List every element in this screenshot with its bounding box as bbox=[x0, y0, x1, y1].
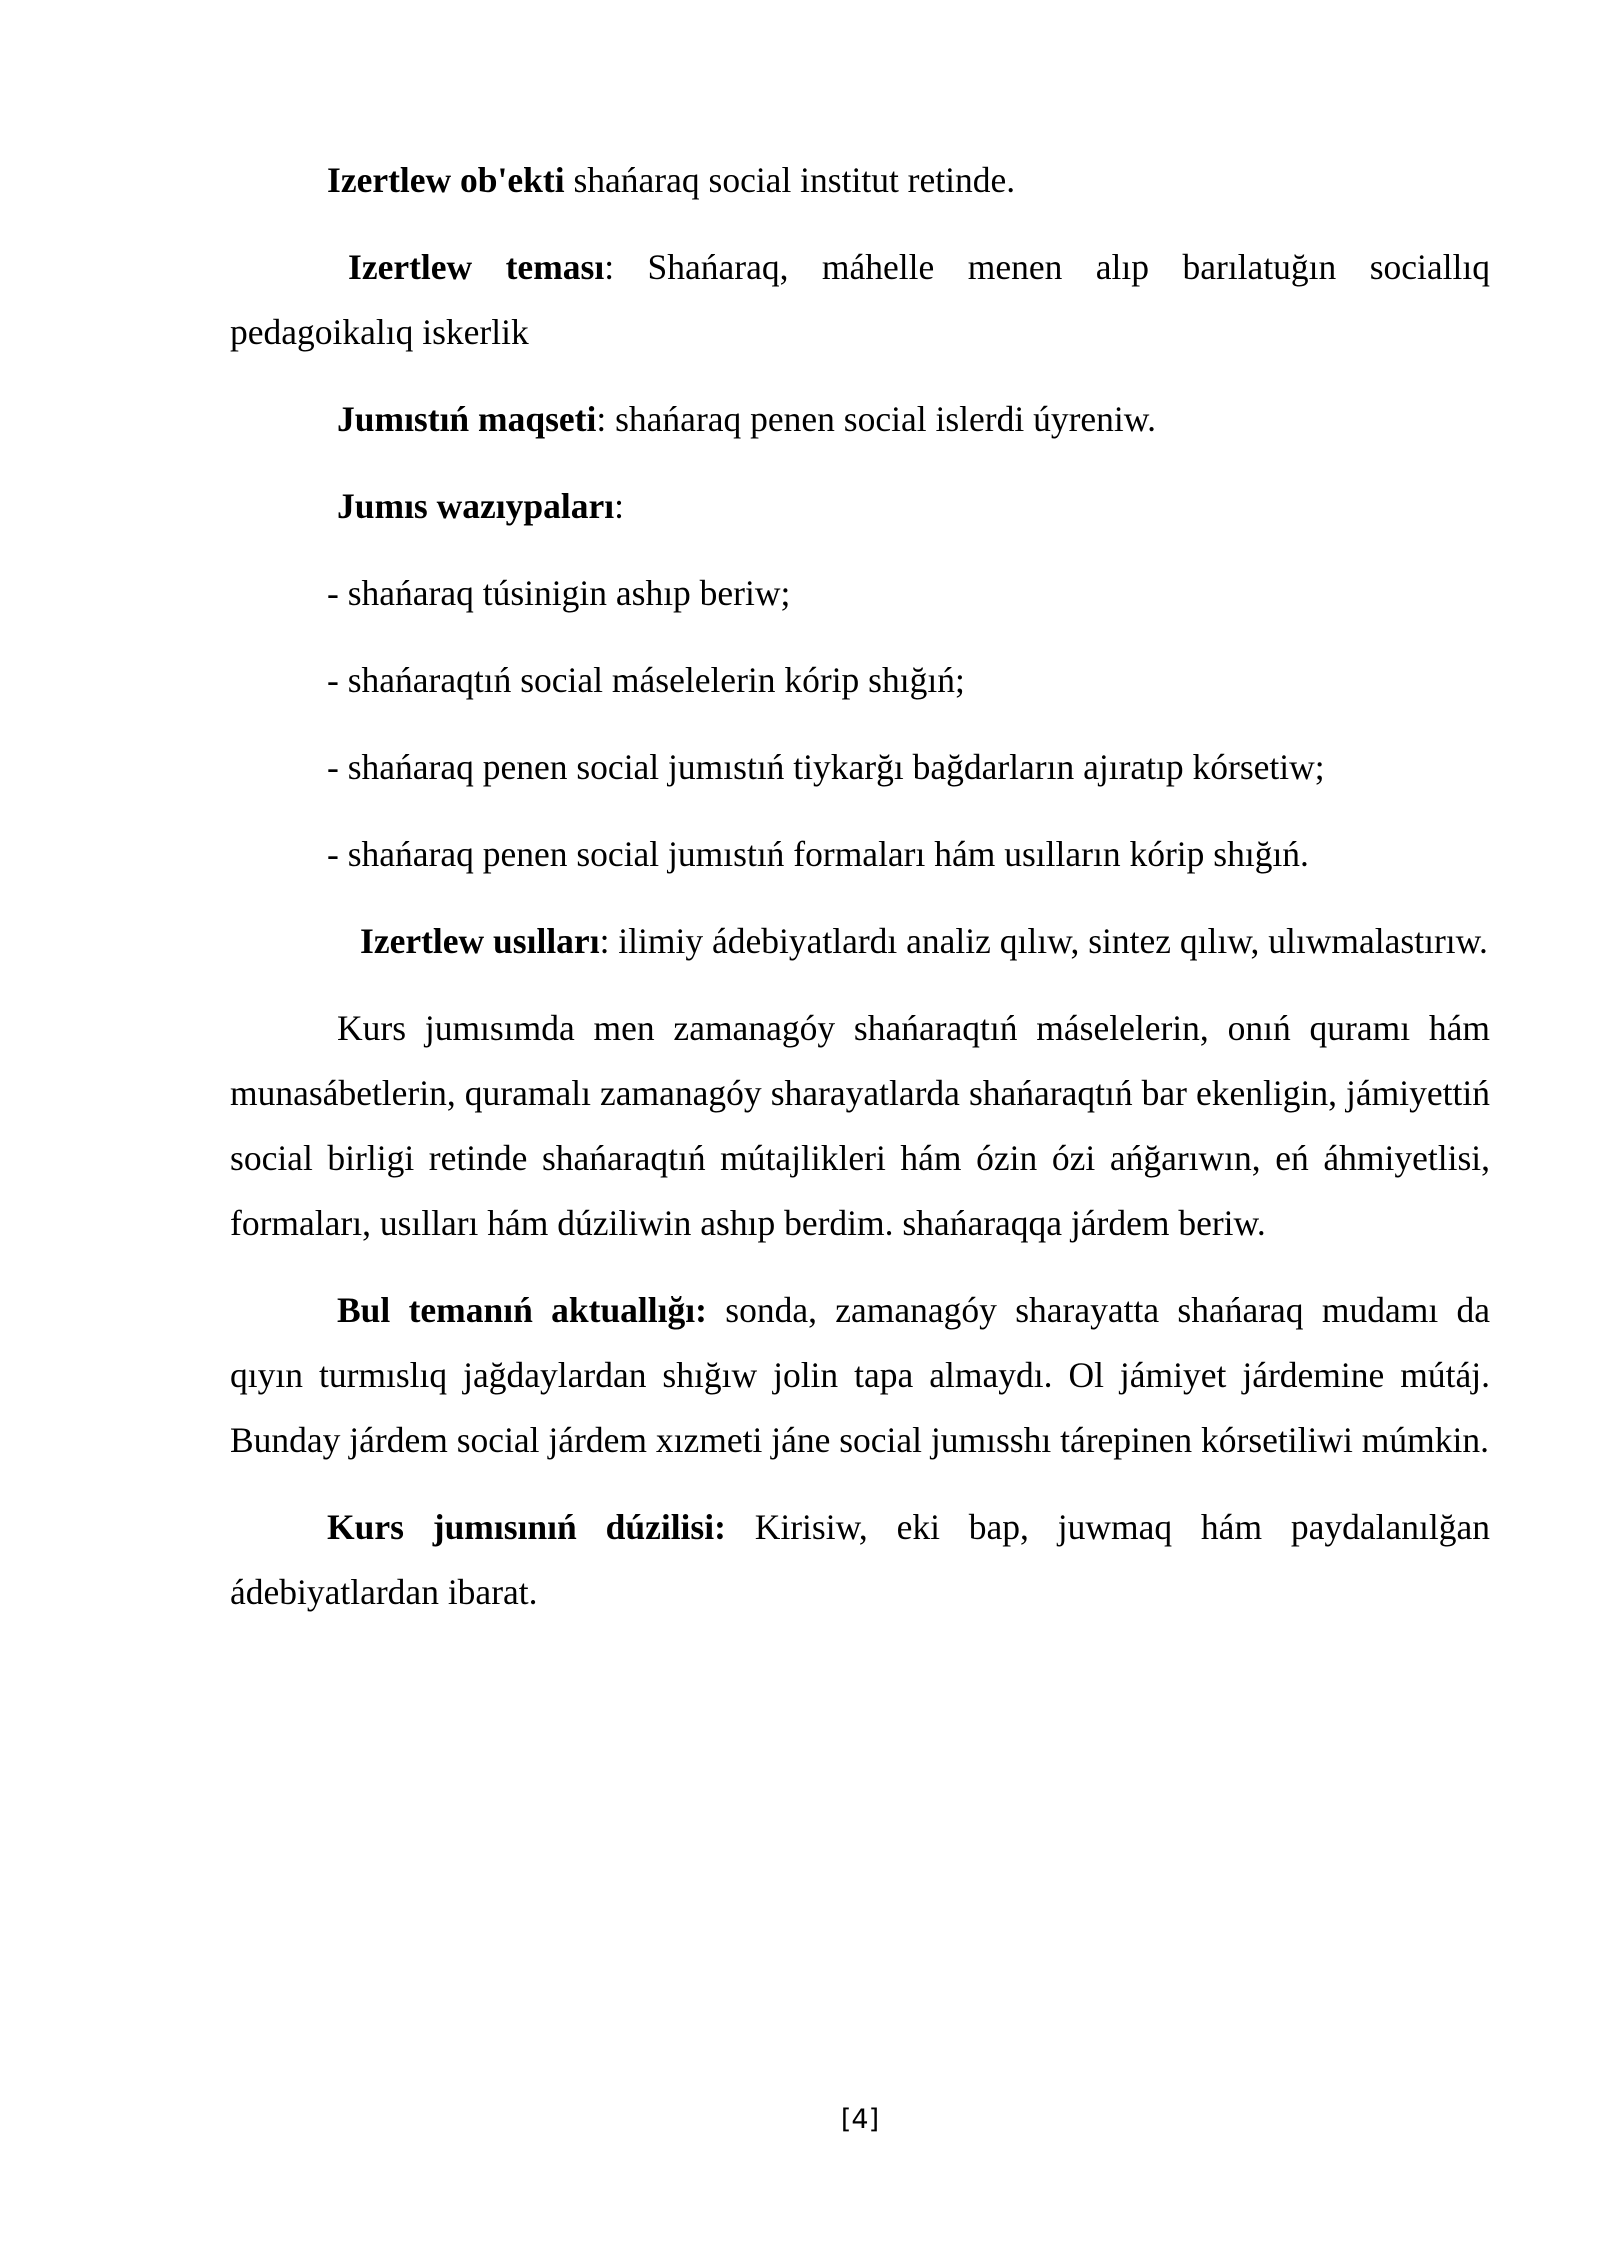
work-tasks-heading bbox=[230, 474, 1490, 539]
research-object-label: Izertlew ob'ekti bbox=[327, 160, 565, 200]
course-work-summary-paragraph: Kurs jumısımda men zamanagóy shańaraqtıń máselelerin, onıń quramı hám munasábetlerin, quramalı zamanagóy sharayatlarda shańaraqtıń bar ekenligin, jámiyettiń social birligi retinde shańaraqtıń mútajlikleri hám ózin ózi ańğarıwın, eń áhmiyetlisi, formaları, usılları hám dúziliwin ashıp berdim. shańaraqqa járdem beriw. bbox=[230, 1008, 1490, 1243]
research-object-text: shańaraq social institut retinde. bbox=[564, 160, 1016, 200]
topic-relevance-paragraph bbox=[230, 1278, 1490, 1473]
research-topic-label: Izertlew teması bbox=[348, 247, 605, 287]
task-list-item: - shańaraq penen social jumıstıń tiykarğı bağdarların ajıratıp kórsetiw; bbox=[327, 747, 1325, 787]
task-list-item: - shańaraq túsinigin ashıp beriw; bbox=[327, 573, 791, 613]
work-tasks-label: Jumıs wazıypaları bbox=[337, 486, 615, 526]
page-number: [4] bbox=[840, 2104, 880, 2135]
course-structure-label: Kurs jumısınıń dúzilisi: bbox=[327, 1507, 726, 1547]
research-methods-paragraph bbox=[230, 909, 1490, 974]
course-structure-text: Kirisiw, eki bap, juwmaq hám paydalanılğan ádebiyatlardan ibarat. bbox=[230, 1507, 1490, 1612]
research-topic-text: : Shańaraq, máhelle menen alıp barılatuğın sociallıq pedagoikalıq iskerlik bbox=[230, 247, 1491, 352]
document-page bbox=[230, 148, 1490, 1647]
task-list-item: - shańaraq penen social jumıstıń formaları hám usılların kórip shığıń. bbox=[327, 834, 1309, 874]
work-goal-text: : shańaraq penen social islerdi úyreniw. bbox=[596, 399, 1156, 439]
topic-relevance-label: Bul temanıń aktuallığı: bbox=[337, 1290, 707, 1330]
research-object-paragraph bbox=[230, 148, 1490, 213]
work-goal-paragraph bbox=[230, 387, 1490, 452]
topic-relevance-text: sonda, zamanagóy sharayatta shańaraq mudamı da qıyın turmıslıq jağdaylardan shığıw jolin tapa almaydı. Ol jámiyet járdemine mútáj. Bunday járdem social járdem xızmeti jáne social jumısshı tárepinen kórsetiliwi múmkin. bbox=[230, 1290, 1490, 1460]
research-methods-label: Izertlew usılları bbox=[360, 921, 600, 961]
task-list-item: - shańaraqtıń social máselelerin kórip shığıń; bbox=[327, 660, 965, 700]
research-methods-text: : ilimiy ádebiyatlardı analiz qılıw, sintez qılıw, ulıwmalastırıw. bbox=[599, 921, 1488, 961]
work-tasks-colon: : bbox=[614, 486, 624, 526]
research-topic-paragraph bbox=[230, 235, 1490, 365]
work-goal-label: Jumıstıń maqseti bbox=[337, 399, 597, 439]
course-structure-paragraph bbox=[230, 1495, 1490, 1625]
